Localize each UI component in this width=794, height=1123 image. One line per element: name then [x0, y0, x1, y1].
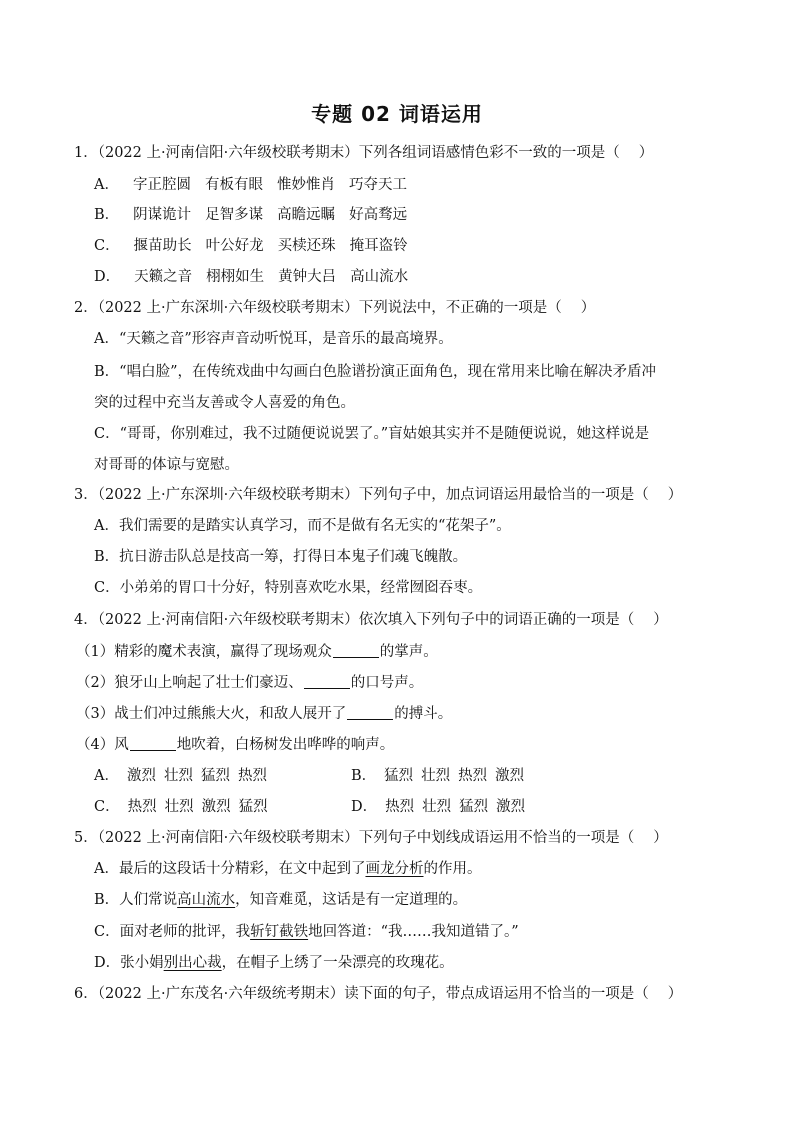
- question-2-option-b[interactable]: B．“唱白脸”，在传统戏曲中勾画白色脸谱扮演正面角色，现在常用来比喻在解决矛盾冲: [94, 364, 656, 380]
- question-1-option-c[interactable]: C． 揠苗助长 叶公好龙 买椟还珠 掩耳盗铃: [94, 238, 408, 254]
- question-4-option-b[interactable]: B． 猛烈 壮烈 热烈 激烈: [351, 768, 525, 784]
- question-5-option-d[interactable]: D．张小娟别出心裁，在帽子上绣了一朵漂亮的玫瑰花。: [94, 955, 454, 971]
- question-4-sentence-3: （3）战士们冲过熊熊大火，和敌人展开了 的搏斗。: [76, 706, 453, 722]
- underlined-idiom: 画龙分析: [365, 861, 424, 877]
- question-4-option-d[interactable]: D． 热烈 壮烈 猛烈 激烈: [351, 799, 526, 815]
- underlined-idiom: 高山流水: [177, 892, 236, 908]
- question-5-stem: 5．（2022 上·河南信阳·六年级校联考期末）下列句子中划线成语运用不恰当的一项是（ ）: [74, 830, 668, 846]
- question-4-option-a[interactable]: A． 激烈 壮烈 猛烈 热烈: [94, 768, 267, 784]
- underlined-idiom: 别出心裁: [163, 955, 222, 971]
- question-2-option-c-cont: 对哥哥的体谅与宽慰。: [94, 457, 239, 473]
- blank-4[interactable]: [130, 735, 176, 751]
- question-3-stem: 3．（2022 上·广东深圳·六年级校联考期末）下列句子中，加点词语运用最恰当的一项是（ ）: [74, 487, 683, 503]
- question-3-option-c[interactable]: C．小弟弟的胃口十分好，特别喜欢吃水果，经常囫囵吞枣。: [94, 580, 483, 596]
- question-5-option-a[interactable]: A．最后的这段话十分精彩，在文中起到了画龙分析的作用。: [94, 861, 482, 877]
- question-3-option-a[interactable]: A．我们需要的是踏实认真学习，而不是做有名无实的“花架子”。: [94, 518, 511, 534]
- question-6-stem: 6．（2022 上·广东茂名·六年级统考期末）读下面的句子，带点成语运用不恰当的一项是（ ）: [74, 986, 683, 1002]
- question-2-stem: 2．（2022 上·广东深圳·六年级校联考期末）下列说法中，不正确的一项是（ ）: [74, 300, 596, 316]
- question-2-option-a[interactable]: A．“天籁之音”形容声音动听悦耳，是音乐的最高境界。: [94, 331, 453, 347]
- blank-3[interactable]: [347, 704, 393, 720]
- question-1-stem: 1．（2022 上·河南信阳·六年级校联考期末）下列各组词语感情色彩不一致的一项是（ ）: [74, 145, 654, 161]
- question-4-stem: 4．（2022 上·河南信阳·六年级校联考期末）依次填入下列句子中的词语正确的一项是（ ）: [74, 612, 668, 628]
- blank-1[interactable]: [333, 642, 379, 658]
- question-5-option-c[interactable]: C．面对老师的批评，我斩钉截铁地回答道：“我……我知道错了。”: [94, 924, 519, 940]
- question-4-sentence-4: （4）风 地吹着，白杨树发出哗哗的响声。: [76, 737, 395, 753]
- question-2-option-c[interactable]: C．“哥哥，你别难过，我不过随便说说罢了。”盲姑娘其实并不是随便说说，她这样说是: [94, 426, 650, 442]
- page-title: 专题 02 词语运用: [311, 102, 483, 126]
- blank-2[interactable]: [304, 673, 350, 689]
- question-1-option-b[interactable]: B． 阴谋诡计 足智多谋 高瞻远瞩 好高骛远: [94, 207, 408, 223]
- underlined-idiom: 斩钉截铁: [250, 924, 309, 940]
- question-3-option-b[interactable]: B．抗日游击队总是技高一筹，打得日本鬼子们魂飞魄散。: [94, 549, 468, 565]
- question-2-option-b-cont: 突的过程中充当友善或令人喜爱的角色。: [94, 395, 355, 411]
- question-1-option-d[interactable]: D． 天籁之音 栩栩如生 黄钟大吕 高山流水: [94, 269, 409, 285]
- question-5-option-b[interactable]: B．人们常说高山流水，知音难觅，这话是有一定道理的。: [94, 892, 468, 908]
- question-4-sentence-2: （2）狼牙山上响起了壮士们豪迈、 的口号声。: [76, 675, 424, 691]
- question-4-option-c[interactable]: C． 热烈 壮烈 激烈 猛烈: [94, 799, 268, 815]
- question-4-sentence-1: （1）精彩的魔术表演，赢得了现场观众 的掌声。: [76, 644, 438, 660]
- question-1-option-a[interactable]: A． 字正腔圆 有板有眼 惟妙惟肖 巧夺天工: [94, 177, 407, 193]
